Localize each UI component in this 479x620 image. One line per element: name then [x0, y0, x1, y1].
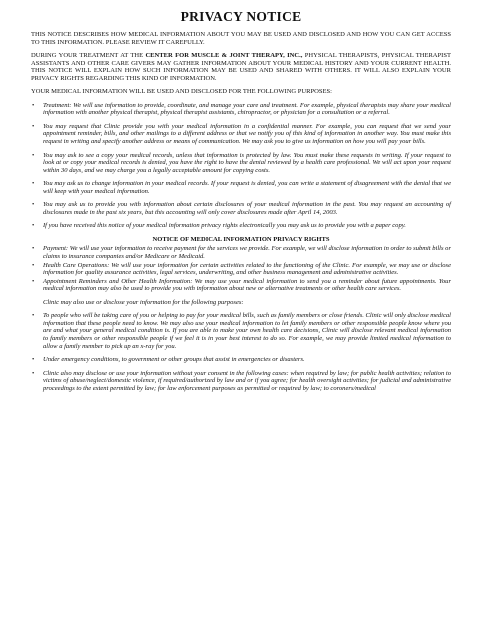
bullet-icon: •: [32, 356, 35, 364]
bullet-icon: •: [32, 122, 35, 130]
page-title: PRIVACY NOTICE: [180, 9, 302, 24]
notice-heading: NOTICE OF MEDICAL INFORMATION PRIVACY RIGHTS: [152, 235, 330, 243]
also-heading: Clinic may also use or disclose your information for the following purposes:: [43, 298, 244, 306]
list-item: [31, 262, 451, 277]
bullet-icon: •: [32, 369, 35, 377]
list-item-text: You may ask us to provide you with information about certain disclosures of your medical information in the past. You may request an accounting of disclosures made in the past six years, but this accounting will only cover disclosures made after April 14, 2003.: [43, 201, 451, 216]
list-item: [31, 278, 451, 293]
list-item-text: Clinic also may disclose or use your information without your consent in the following cases: when required by law; for public health activities; relation to victims of abuse/neglect/domestic violence, if required/authorized by law and or if you agree; for health oversight activities; for judicial and administrative proceedings to the extent permitted by law; for law enforcement purposes as permitted or required by law; to coroners/medical: [43, 369, 451, 392]
bullet-icon: •: [32, 101, 35, 109]
bullet-icon: •: [32, 277, 35, 285]
bullet-icon: •: [32, 151, 35, 159]
treatment-pre-text: DURING YOUR TREATMENT AT THE: [31, 52, 146, 60]
list-item-text: You may ask us to change information in your medical records. If your request is denied, you can write a statement of disagreement with the denial that we will keep with your medical information.: [43, 180, 451, 195]
list-item-text: If you have received this notice of your medical information privacy rights electronically you may ask us to provide you with a paper copy.: [43, 222, 406, 230]
list-item-text: Treatment: We will use information to provide, coordinate, and manage your care and treatment. For example, physical therapists may share your medical information with another physical therapist, physical therapist assistants, chiropractor, or physician for a consultation or a referral.: [43, 101, 451, 117]
list-item: [31, 102, 451, 117]
organization-name: CENTER FOR MUSCLE & JOINT THERAPY, INC.,: [145, 52, 303, 60]
bullet-icon: •: [32, 180, 35, 188]
list-item: [31, 152, 451, 175]
list-item: [31, 201, 451, 216]
list-item: [31, 222, 451, 230]
list-item-text: Under emergency conditions, to government or other groups that assist in emergencies or disasters.: [43, 356, 305, 364]
list-item-text: You may request that Clinic provide you with your medical information in a confidential manner. For example, you can request that we send your appointment reminder, bills, and other mailings to a different address or that we notify you of this kind of information in another way. You must make this request in writing and specify another address or means of communication. We may ask you to give us information on how you will pay your bills.: [43, 122, 451, 146]
intro-paragraph: THIS NOTICE DESCRIBES HOW MEDICAL INFORMATION ABOUT YOU MAY BE USED AND DISCLOSED AND HOW YOU CAN GET ACCESS TO THIS INFORMATION. PLEASE REVIEW IT CAREFULLY.: [31, 31, 451, 46]
list-item: [31, 180, 451, 195]
list-item: [31, 123, 451, 146]
bullet-icon: •: [32, 312, 35, 320]
treatment-post-text: PHYSICAL THERAPISTS, PHYSICAL THERAPIST ASSISTANTS AND OTHER CARE GIVERS MAY GATHER INFORMATION ABOUT YOUR MEDICAL HISTORY AND YOUR CURRENT HEALTH. THIS NOTICE WILL EXPLAIN HOW SUCH INFORMATION MAY BE USED AND SHARED WITH OTHERS. IT WILL ALSO EXPLAIN YOUR PRIVACY RIGHTS REGARDING THIS KIND OF INFORMATION.: [31, 52, 451, 82]
list-item: [31, 312, 451, 350]
list-item-text: To people who will be taking care of you or helping to pay for your medical bills, such as family members or close friends. Clinic will only disclose medical information that these people need to know. We may also use your medical information to let family members or other responsible people know where you are and what your general medical condition is. If you are able to make your own health care decisions, Clinic will disclose relevant medical information to family members or other responsible people if we feel it is in your best interest to do so. For example, we may provide limited medical information to allow a family member to pick up an x-ray for you.: [43, 312, 451, 350]
treatment-paragraph: [31, 52, 451, 82]
bullet-icon: •: [32, 245, 35, 253]
purposes-heading: YOUR MEDICAL INFORMATION WILL BE USED AND DISCLOSED FOR THE FOLLOWING PURPOSES:: [31, 88, 332, 96]
list-item-text: Appointment Reminders and Other Health Information: We may use your medical information to send you a reminder about future appointments. Your medical information may also be used to provide you with information about new or alternative treatments or other health care services.: [43, 277, 451, 293]
list-item: [31, 370, 451, 393]
bullet-icon: •: [32, 261, 35, 269]
list-item: [31, 245, 451, 260]
bullet-icon: •: [32, 222, 35, 230]
list-item: [31, 356, 451, 364]
bullet-icon: •: [32, 201, 35, 209]
list-item-text: Health Care Operations: We will use your information for certain activities related to the functioning of the Clinic. For example, we may use or disclose information for quality assurance activities, legal services, underwriting, and other business management and administrative activities.: [43, 261, 451, 277]
list-item-text: You may ask to see a copy your medical records, unless that information is protected by law. You must make these requests in writing. If your request to look at or copy your medical records is denied, you have the right to have the denial reviewed by a health care professional. We will act upon your request within 30 days, and we may charge you a legally acceptable amount for copying costs.: [43, 151, 451, 174]
list-item-text: Payment: We will use your information to receive payment for the services we provide. For example, we will disclose information in order to submit bills or claims to insurance companies and/or Medicare or Medicaid.: [43, 245, 451, 261]
